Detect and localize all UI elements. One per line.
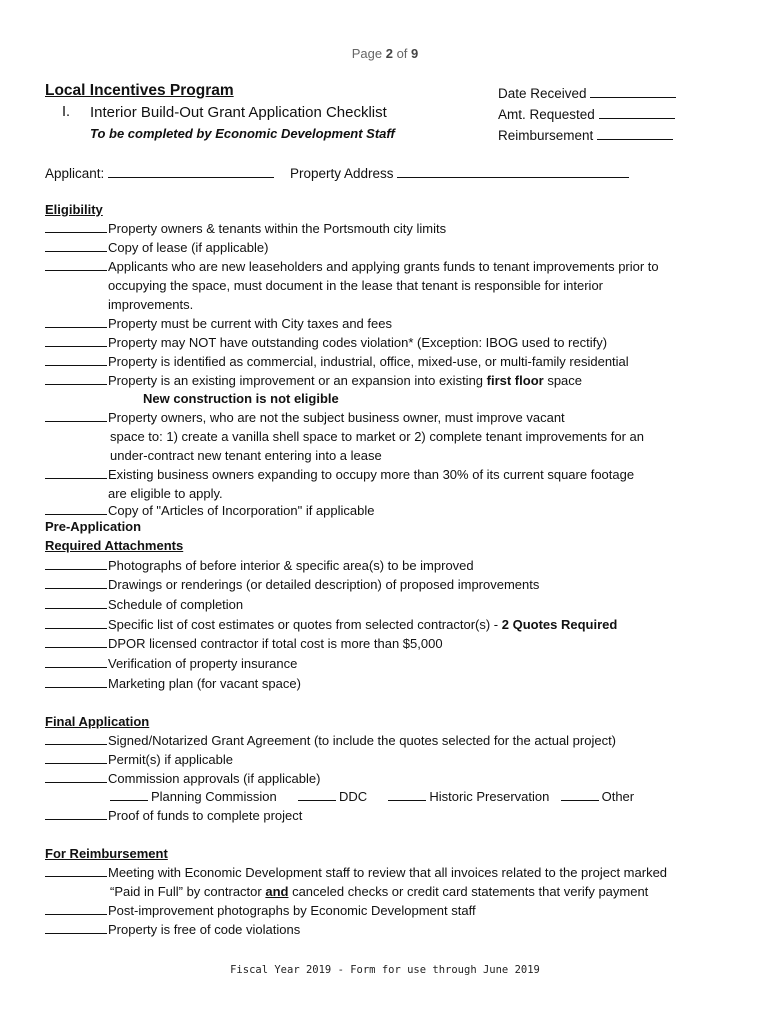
footer: Fiscal Year 2019 - Form for use through June 2019 (230, 964, 540, 976)
checklist-item[interactable]: Copy of lease (if applicable) (45, 240, 745, 255)
ddc-option[interactable]: DDC (298, 789, 367, 804)
checklist-item[interactable]: Schedule of completion (45, 597, 745, 612)
staff-note: To be completed by Economic Development Staff (90, 126, 395, 141)
checklist-item-continued: improvements. (108, 297, 194, 312)
amount-requested-field[interactable]: Amt. Requested (498, 105, 675, 122)
other-option[interactable]: Other (561, 789, 635, 804)
checklist-item[interactable]: Property must be current with City taxes and fees (45, 316, 745, 331)
property-address-field[interactable]: Property Address (290, 164, 629, 181)
checklist-item[interactable]: Property is identified as commercial, industrial, office, mixed-use, or multi-family residential (45, 354, 745, 369)
checklist-item[interactable]: Photographs of before interior & specific area(s) to be improved (45, 558, 745, 573)
checklist-item-continued: are eligible to apply. (108, 486, 223, 501)
commission-subitems (110, 789, 634, 804)
planning-commission-option[interactable]: Planning Commission (110, 789, 277, 804)
eligibility-heading: Eligibility (45, 202, 103, 217)
checklist-item-continued: under-contract new tenant entering into a lease (110, 448, 382, 463)
checklist-item[interactable]: Specific list of cost estimates or quotes from selected contractor(s) - 2 Quotes Required (45, 617, 745, 632)
applicant-field[interactable]: Applicant: (45, 164, 274, 181)
checklist-item[interactable]: Post-improvement photographs by Economic Development staff (45, 903, 745, 918)
checklist-item[interactable]: Drawings or renderings (or detailed description) of proposed improvements (45, 577, 745, 592)
required-attachments-heading: Required Attachments (45, 538, 184, 553)
checklist-item[interactable]: Copy of "Articles of Incorporation" if applicable (45, 503, 745, 518)
section-numeral: I. (62, 104, 71, 120)
historic-preservation-option[interactable]: Historic Preservation (388, 789, 549, 804)
checklist-item[interactable]: Existing business owners expanding to occupy more than 30% of its current square footage (45, 467, 745, 482)
checklist-item-continued: occupying the space, must document in the lease that tenant is responsible for interior (108, 278, 604, 293)
checklist-item[interactable]: Commission approvals (if applicable) (45, 771, 745, 786)
page-number: Page 2 of 9 (351, 46, 419, 61)
checklist-item-continued: space to: 1) create a vanilla shell space to market or 2) complete tenant improvements for an (110, 429, 644, 444)
checklist-item[interactable]: Applicants who are new leaseholders and applying grants funds to tenant improvements prior to (45, 259, 745, 274)
checklist-item[interactable]: Property may NOT have outstanding codes violation* (Exception: IBOG used to rectify) (45, 335, 745, 350)
checklist-item[interactable]: Property is free of code violations (45, 922, 745, 937)
checklist-item[interactable]: Marketing plan (for vacant space) (45, 676, 745, 691)
checklist-item[interactable]: DPOR licensed contractor if total cost is more than $5,000 (45, 636, 745, 651)
checklist-item[interactable]: Verification of property insurance (45, 656, 745, 671)
reimbursement-field[interactable]: Reimbursement (498, 126, 673, 143)
checklist-title: Interior Build-Out Grant Application Checklist (90, 104, 387, 121)
checklist-item[interactable]: Property owners, who are not the subject business owner, must improve vacant (45, 410, 745, 425)
final-application-heading: Final Application (45, 714, 150, 729)
checklist-item[interactable]: Property is an existing improvement or an expansion into existing first floor space (45, 373, 745, 388)
checklist-item[interactable]: Signed/Notarized Grant Agreement (to include the quotes selected for the actual project) (45, 733, 745, 748)
pre-application-heading: Pre-Application (45, 519, 142, 534)
construction-note: New construction is not eligible (143, 391, 339, 406)
checklist-item[interactable]: Property owners & tenants within the Portsmouth city limits (45, 221, 745, 236)
date-received-field[interactable]: Date Received (498, 84, 676, 101)
program-title: Local Incentives Program (45, 82, 234, 99)
checklist-item[interactable]: Permit(s) if applicable (45, 752, 745, 767)
reimbursement-heading: For Reimbursement (45, 846, 168, 861)
checklist-item-continued: “Paid in Full” by contractor and canceled checks or credit card statements that verify payment (110, 884, 649, 899)
checklist-item[interactable]: Proof of funds to complete project (45, 808, 745, 823)
checklist-item[interactable]: Meeting with Economic Development staff to review that all invoices related to the project marked (45, 865, 745, 880)
